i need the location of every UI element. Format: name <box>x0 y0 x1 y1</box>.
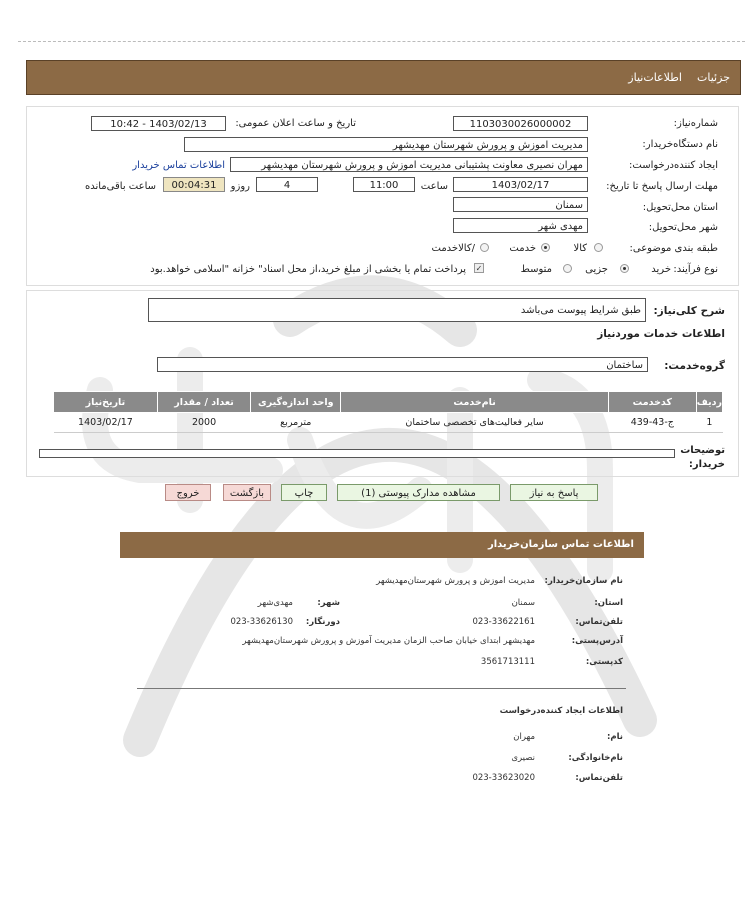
col-code: کدخدمت <box>608 392 696 413</box>
need-number-label: شماره‌نیاز: <box>673 118 718 129</box>
remaining-label: ساعت باقی‌مانده <box>84 181 156 192</box>
city-field: مهدی شهر <box>453 218 588 233</box>
deadline-label: مهلت ارسال پاسخ تا تاریخ: <box>606 181 718 192</box>
radio-partial[interactable] <box>620 264 629 273</box>
category-label: طبقه بندی موضوعی: <box>629 243 718 254</box>
payment-checkbox[interactable]: ✓ <box>475 264 483 273</box>
print-button[interactable]: چاپ <box>281 484 327 501</box>
services-table <box>53 391 723 433</box>
group-field: ساختمان <box>157 357 648 372</box>
table-header-row <box>54 392 723 413</box>
creator-label: ایجاد کننده‌درخواست: <box>629 160 718 171</box>
services-title: اطلاعات خدمات موردنیاز <box>597 328 725 340</box>
radio-goods-label: کالا <box>573 243 587 254</box>
contact-phone: 023-33622161 <box>472 617 535 627</box>
cell-code: ج-43-439 <box>608 413 696 433</box>
creator-phone: 023-33623020 <box>472 773 535 783</box>
creator-last-name-label: نام‌خانوادگی: <box>568 753 623 763</box>
radio-service[interactable] <box>541 243 550 252</box>
summary-field: طبق شرایط پیوست می‌باشد <box>148 298 646 322</box>
page-header <box>26 60 741 95</box>
header-details[interactable]: جزئیات <box>697 71 730 84</box>
col-row: ردیف <box>696 392 722 413</box>
province-field: سمنان <box>453 197 588 212</box>
reply-button[interactable]: پاسخ به نیاز <box>510 484 598 501</box>
back-button[interactable]: بازگشت <box>223 484 271 501</box>
summary-label: شرح کلی‌نیاز: <box>653 305 725 317</box>
deadline-time-field: 11:00 <box>353 177 415 192</box>
cell-need-date: 1403/02/17 <box>54 413 158 433</box>
contact-address-label: آدرس‌پستی: <box>571 636 623 646</box>
deadline-time-label: ساعت <box>420 181 448 192</box>
buyer-org-label: نام دستگاه‌خریدار: <box>642 139 718 150</box>
buyer-contact-link[interactable]: اطلاعات تماس خریدار <box>132 160 225 171</box>
attachments-button[interactable]: مشاهده مدارک پیوستی (1) <box>337 484 500 501</box>
col-unit: واحد اندازه‌گیری <box>251 392 341 413</box>
creator-field: مهران نصیری معاونت پشتیبانی مدیریت اموزش و پرورش شهرستان مهدیشهر <box>230 157 588 172</box>
radio-service-label: خدمت <box>509 243 536 254</box>
contact-postal-label: کدپستی: <box>585 657 623 667</box>
radio-goods-service-label: /کالاخدمت <box>431 243 475 254</box>
creator-last-name: نصیری <box>511 753 535 763</box>
contact-org-label: نام سازمان‌خریدار: <box>544 576 623 586</box>
buyer-org-field: مدیریت اموزش و پرورش شهرستان مهدیشهر <box>184 137 588 152</box>
radio-goods[interactable] <box>594 243 603 252</box>
days-field: 4 <box>256 177 318 192</box>
radio-goods-service[interactable] <box>480 243 489 252</box>
radio-partial-label: جزیی <box>585 264 608 275</box>
contact-city: مهدی‌شهر <box>257 598 293 608</box>
contact-province: سمنان <box>511 598 535 608</box>
buyer-notes-field <box>39 449 675 458</box>
contact-address: مهدیشهر ابتدای خیابان صاحب الزمان مدیریت آموزش و پرورش شهرستان‌مهدیشهر <box>242 636 535 646</box>
city-label: شهر محل‌تحویل: <box>648 222 718 233</box>
deadline-date-field: 1403/02/17 <box>453 177 588 192</box>
contact-postal: 3561713111 <box>480 657 535 667</box>
payment-note: پرداخت تمام یا بخشی از مبلغ خرید،از محل اسناد" خزانه "اسلامی خواهد.بود <box>150 264 466 275</box>
exit-button[interactable]: خروج <box>165 484 211 501</box>
contact-section-title: اطلاعات تماس سازمان‌خریدار <box>120 532 644 558</box>
cell-unit: مترمربع <box>251 413 341 433</box>
col-service-name: نام‌خدمت <box>341 392 609 413</box>
table-row <box>54 413 723 433</box>
province-label: استان محل‌تحویل: <box>642 202 718 213</box>
buyer-notes-label: توضیحات خریدار: <box>680 445 725 470</box>
cell-service-name: سایر فعالیت‌های تخصصی ساختمان <box>341 413 609 433</box>
remaining-timer: 00:04:31 <box>163 177 225 192</box>
group-label: گروه‌خدمت: <box>664 360 725 372</box>
radio-medium-label: متوسط <box>520 264 552 275</box>
creator-info-title: اطلاعات ایجاد کننده‌درخواست <box>499 706 623 716</box>
contact-fax-label: دورنگار: <box>305 617 340 627</box>
announce-label: تاریخ و ساعت اعلان عمومی: <box>235 118 356 129</box>
creator-first-name-label: نام: <box>606 732 623 742</box>
contact-city-label: شهر: <box>317 598 340 608</box>
details-panel <box>26 106 739 286</box>
col-quantity: تعداد / مقدار <box>157 392 250 413</box>
cell-row: 1 <box>696 413 722 433</box>
col-need-date: تاریخ‌نیاز <box>54 392 158 413</box>
creator-first-name: مهران <box>513 732 535 742</box>
creator-phone-label: تلفن‌تماس: <box>575 773 623 783</box>
contact-province-label: استان: <box>594 598 623 608</box>
process-label: نوع فرآیند: <box>673 264 718 275</box>
process-buy-label: خرید <box>651 264 671 275</box>
need-number-field: 1103030026000002 <box>453 116 588 131</box>
header-need-info[interactable]: اطلاعات‌نیاز <box>628 71 682 84</box>
top-divider <box>18 41 745 42</box>
radio-medium[interactable] <box>563 264 572 273</box>
contact-divider <box>137 688 626 689</box>
contact-fax: 023-33626130 <box>230 617 293 627</box>
contact-org: مدیریت اموزش و پرورش شهرستان‌مهدیشهر <box>376 576 535 586</box>
cell-quantity: 2000 <box>157 413 250 433</box>
announce-field: 1403/02/13 - 10:42 <box>91 116 226 131</box>
days-label: روزو <box>230 181 250 192</box>
contact-phone-label: تلفن‌تماس: <box>575 617 623 627</box>
